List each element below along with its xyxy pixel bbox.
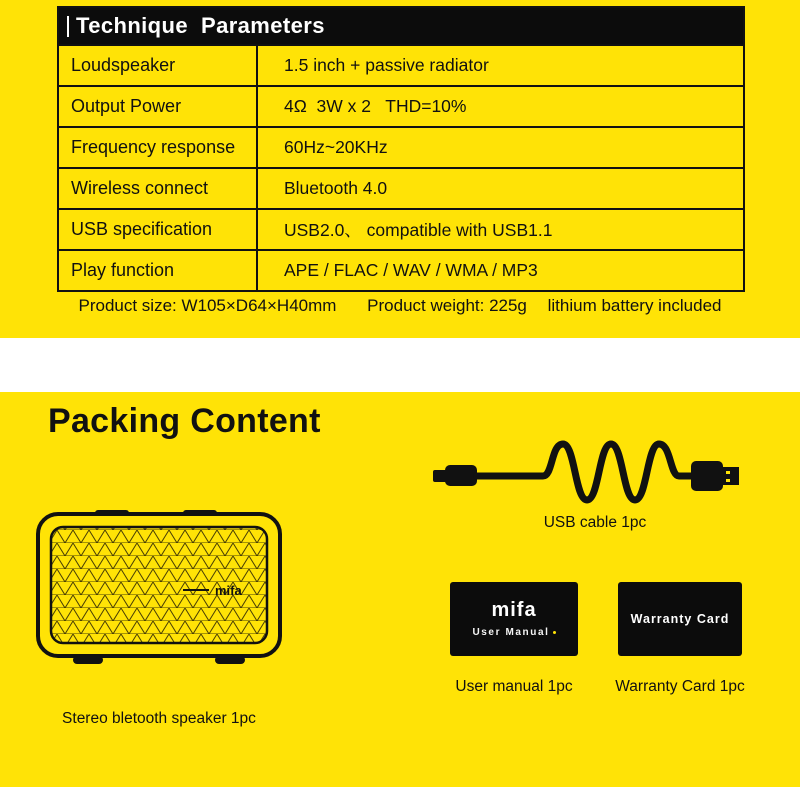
speaker-foot (215, 656, 245, 664)
manual-label: User manual 1pc (455, 678, 573, 695)
spec-label: Wireless connect (59, 169, 258, 208)
section-divider (0, 338, 800, 392)
spec-section (0, 0, 800, 338)
user-manual-card (450, 582, 578, 656)
speaker-brand-text: mifa (215, 583, 242, 598)
cable-path (477, 444, 693, 500)
header-accent-bar (67, 16, 69, 37)
spec-value: 4Ω 3W x 2 THD=10% (284, 96, 467, 116)
manual-dot-icon (553, 631, 556, 634)
table-row (59, 208, 743, 249)
warranty-label: Warranty Card 1pc (615, 678, 745, 695)
usb-cable-label: USB cable 1pc (543, 514, 647, 531)
spec-value: 1.5 inch + passive radiator (284, 55, 489, 75)
product-size-text: Product size: W105×D64×H40mm (78, 296, 337, 315)
manual-title (472, 627, 555, 638)
packing-title: Packing Content (48, 402, 321, 440)
battery-note-text: lithium battery included (547, 296, 722, 315)
table-row (59, 167, 743, 208)
table-row (59, 85, 743, 126)
speaker-label: Stereo bletooth speaker 1pc (62, 710, 256, 727)
spec-label: Loudspeaker (59, 46, 258, 85)
table-row (59, 44, 743, 85)
product-footnote (0, 296, 800, 316)
speaker-svg (33, 504, 285, 684)
speaker-illustration (33, 504, 285, 684)
spec-table-title: Technique Parameters (76, 13, 325, 38)
usb-cable-svg (425, 432, 745, 516)
spec-value: USB2.0、 compatible with USB1.1 (284, 220, 553, 240)
table-row (59, 249, 743, 290)
spec-value: Bluetooth 4.0 (284, 178, 388, 198)
spec-label: Frequency response (59, 128, 258, 167)
manual-brand: mifa (491, 599, 537, 621)
table-row (59, 126, 743, 167)
spec-label: Output Power (59, 87, 258, 126)
warranty-title-text: Warranty Card (630, 612, 730, 626)
speaker-foot (73, 656, 103, 664)
usb-cable-icon (425, 432, 745, 516)
spec-label: Play function (59, 251, 258, 290)
spec-value: 60Hz~20KHz (284, 137, 388, 157)
usb-a-plug (691, 461, 739, 491)
spec-label: USB specification (59, 210, 258, 249)
packing-section (0, 392, 800, 787)
manual-title-text: User Manual (472, 627, 550, 638)
spec-value: APE / FLAC / WAV / WMA / MP3 (284, 260, 538, 280)
usb-mini-plug (433, 465, 477, 486)
warranty-card (618, 582, 742, 656)
spec-table-header (59, 8, 743, 44)
product-weight-text: Product weight: 225g (367, 296, 527, 315)
spec-table (57, 6, 745, 292)
